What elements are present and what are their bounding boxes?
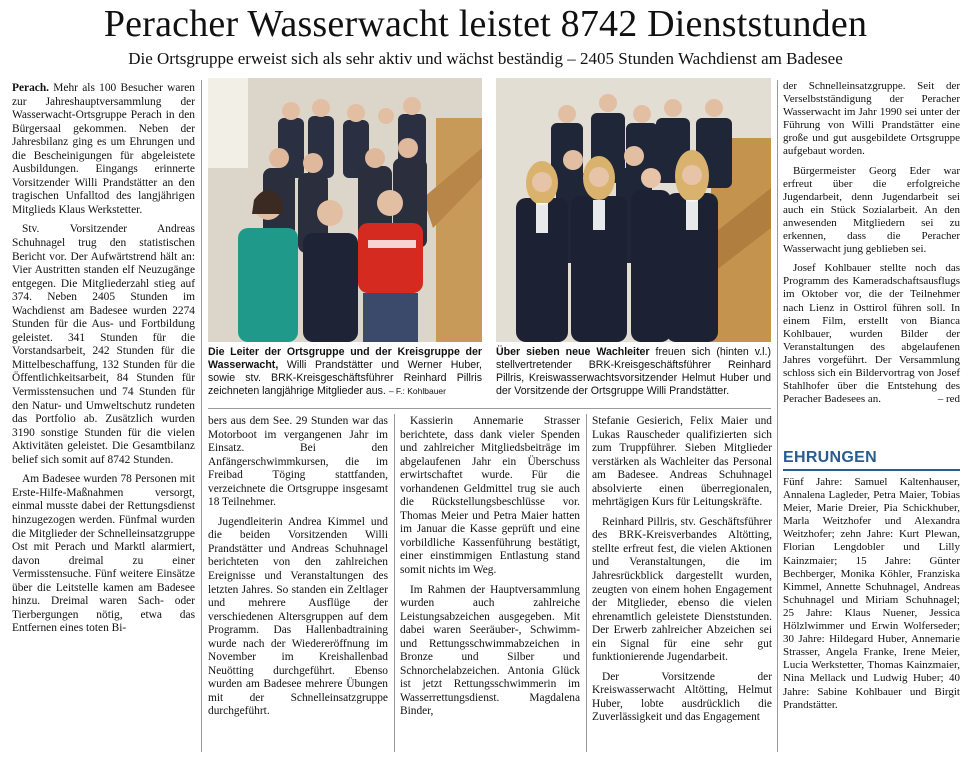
paragraph: Kassierin Annemarie Strasser berichtete, dass dank vieler Spenden und zahlreicher Mitgliedsbeiträge im abgelaufenen Jahr ein Überschuss erwirtschaftet wurde. Für die vorhandenen Geldmittel trug sie auch die Rückstellungsbeschlüsse vor. Thomas Meier und Petra Maier hatten im Januar die Kasse geprüft und eine vorbildliche Kassenführung bestätigt, einer einstimmigen Entlastung stand somit nichts im Weg. (400, 415, 580, 577)
caption-text: freuen sich (hinten v.l.) stellvertretender BRK-Kreisgeschäftsführer Reinhard Pillris, Kreiswasserwachtsvorsitzender Helmut Huber und der Vorsitzende der Ortsgruppe Willi Prandstätter. (496, 346, 772, 397)
paragraph: Im Rahmen der Hauptversammlung wurden auch zahlreiche Leistungsabzeichen ausgegeben. Mit dabei waren Seeräuber-, Schwimm- und Rettungsschwimmabzeichen in Bronze und Silber und Schnorchelabzeichen. Antonia Glück ist jetzt Rettungsschwimmerin im Wasserrettungsdienst. Magdalena Binder, (400, 583, 580, 718)
paragraph: Der Vorsitzende der Kreiswasserwacht Altötting, Helmut Huber, lobte ausdrücklich die Zuverlässigkeit und das Engagement (592, 670, 772, 724)
paragraph: bers aus dem See. 29 Stunden war das Motorboot im vergangenen Jahr im Einsatz. Bei den Anfängerschwimmkursen, die im Freibad Töging stattfanden, verzeichnete die Ortsgruppe insgesamt 18 Teilnehmer. (208, 415, 388, 509)
column-divider (201, 80, 202, 752)
honors-text: Fünf Jahre: Samuel Kaltenhauser, Annalena Lagleder, Petra Maier, Tobias Meier, Marie Dreier, Pia Schickhuber, Marla Weitzhofer und Alexandra Weitzhofer; zehn Jahre: Kurt Plewan, Florian Lengdobler und Lilly Kainzmaier; 15 Jahre: Günter Bechberger, Monika Köhler, Franziska Kimmel, Annette Schuhnagel, Andreas Schuhnagel und Miriam Schuhnagel; 25 Jahre: Klaus Nuener, Jessica Hölzlwimmer und Erwin Wolferseder; 30 Jahre: Hildegard Huber, Annemarie Strasser, Angela Franke, Irene Meier, Lucia Werkstetter, Thomas Kainzmaier, Nina Mellack und Ludwig Huber; 40 Jahre: Sabine Kohlbauer und Birgit Prandstätter. (783, 476, 960, 711)
paragraph: Reinhard Pillris, stv. Geschäftsführer des BRK-Kreisverbandes Altötting, stellte erfreut fest, die vielen Aktionen und Veranstaltungen, die im Jahresrückblick dargestellt wurden, zeugten von einem hohen Engagement der Mitglieder, ebenso die vielen ehrenamtlich geleistete Dienststunden. Der Erwerb zahlreicher Abzeichen sei ein Signal für eine sehr gut funktionierende Jugendarbeit. (592, 515, 772, 664)
photo-caption-lifeguards (496, 346, 771, 398)
headline: Peracher Wasserwacht leistet 8742 Dienststunden (103, 3, 868, 45)
column-divider (586, 414, 587, 752)
paragraph: Stv. Vorsitzender Andreas Schuhnagel trug den statistischen Bericht vor. Der Aufwärtstrend hält an: Vier Austritten standen elf Neuzugänge entgegen. Die Mitgliederzahl stieg auf 374. Neben 2405 Stunden im Wachdienst am Badesee wurden 2274 Stunden für die Aus- und Fortbildung geleistet. 341 Stunden für die Vorstandsarbeit, 242 Stunden für die Mittelbeschaffung, 132 Stunden für die Öffentlichkeitsarbeit, 84 Stunden für Vermisstensuchen und 74 Stunden für den Natur- und Umweltschutz rundeten das Portfolio ab. Zusätzlich wurden 3190 sonstige Stunden für die vielen Aktivitäten geleistet. Die Gesamtbilanz belief sich somit auf 8742 Stunden. (12, 223, 195, 466)
paragraph: Bürgermeister Georg Eder war erfreut über die erfolgreiche Jugendarbeit, denn Jugendarbeit sei auch ein Stück Sozialarbeit. An den anwesenden Mitgliedern sei zu erkennen, dass die Peracher Wasserwacht jung geblieben sei. (783, 164, 960, 256)
subheadline: Die Ortsgruppe erweist sich als sehr aktiv und wächst beständig – 2405 Stunden Wachdienst am Badesee (128, 49, 843, 68)
author-signoff: – red (937, 393, 960, 406)
paragraph: der Schnelleinsatzgruppe. Seit der Verselbstständigung der Peracher Wasserwacht im Jahr 1990 sei unter der Führung von Willi Prandstätter eine große und gut ausgebildete Ortsgruppe aufgebaut worden. (783, 80, 960, 158)
caption-text: Willi Prandstätter und Werner Huber, sowie stv. BRK-Kreisgeschäftsführer Reinhard Pillris zeichneten langjährige Mitglieder aus. (208, 359, 482, 397)
honors-list (783, 476, 960, 718)
group-photo-new-lifeguards (496, 78, 771, 342)
paragraph: Jugendleiterin Andrea Kimmel und die beiden Vorsitzenden Willi Prandstätter und Andreas Schuhnagel berichteten von den zahlreichen Ereignisse und Veranstaltungen des letzten Jahres. So standen ein Zeltlager und mehrere Ausflüge der verschiedenen Altersgruppen auf dem Programm. Das Hallenbadtraining wurde nach der Wiedereröffnung im November im Kreishallenbad Neuötting durchgeführt. Ebenso wurden am Badesee mehrere Übungen mit der Schnelleinsatzgruppe durchgeführt. (208, 515, 388, 718)
dateline: Perach. (12, 82, 50, 94)
article-column-1 (12, 82, 195, 642)
article-column-2 (208, 415, 388, 725)
group-photo-leaders (208, 78, 482, 342)
article-column-3 (400, 415, 580, 725)
group-photo-leaders-image (208, 78, 482, 342)
photo-caption-leaders (208, 346, 482, 398)
group-photo-new-lifeguards-image (496, 78, 771, 342)
paragraph: Josef Kohlbauer stellte noch das Programm des Kameradschaftsausflugs im Oktober vor, die der Teilnehmer nach Lienz in Osttirol führen soll. In einem Film, erstellt von Bianca Kohlbauer, wurden Bilder der Veranstaltungen des abgelaufenen Jahres vorgeführt. Der Versammlung schloss sich ein Bildervortrag von Josef Stahlhofer über die Entstehung des Peracher Badesees an. (783, 262, 960, 406)
article-column-4 (592, 415, 772, 731)
paragraph: Am Badesee wurden 78 Personen mit Erste-Hilfe-Maßnahmen versorgt, einmal musste dabei der Rettungsdienst hinzugezogen werden. Fünfmal wurden die Mitglieder der Schnelleinsatzgruppe Ost mit Perach und Marktl alarmiert, davon dreimal zu einer Vermisstensuche. Fünf weitere Einsätze über die Leitstelle kamen am Badesee hinzu. Dreimal waren Sach- oder Tierbergungen nötig, etwa das Entfernen eines toten Bi- (12, 473, 195, 635)
photo-credit: – F.: Kohlbauer (388, 386, 446, 396)
column-divider (394, 414, 395, 752)
paragraph: Mehr als 100 Besucher waren zur Jahreshauptversammlung der Wasserwacht-Ortsgruppe Perach in den Bürgersaal gekommen. Neben der Jahresbilanz ging es um Ehrungen und die Bescheinigungen für abgeleistete Ausbildungen. Eingangs erinnerte Vorsitzender Willi Prandstätter an den tragischen Unfalltod des langjährigen Mitglieds Klaus Werkstetter. (12, 82, 195, 216)
paragraph: Stefanie Gesierich, Felix Maier und Lukas Rauscheder qualifizierten sich zum Truppführer. Sieben Mitglieder verstärken als Wachleiter das Personal am Badesee. Andreas Schuhnagel absolvierte einen überregionalen, mehrtägigen Kurs für Leitungskräfte. (592, 415, 772, 509)
column-divider (777, 80, 778, 752)
caption-lead: Über sieben neue Wachleiter (496, 346, 650, 358)
honors-rule (783, 469, 960, 471)
honors-title: EHRUNGEN (783, 449, 877, 466)
caption-lead: Die Leiter der Ortsgruppe und der Kreisgruppe der Wasserwacht, (208, 346, 482, 371)
article-column-5 (783, 80, 960, 406)
caption-divider (208, 408, 771, 409)
